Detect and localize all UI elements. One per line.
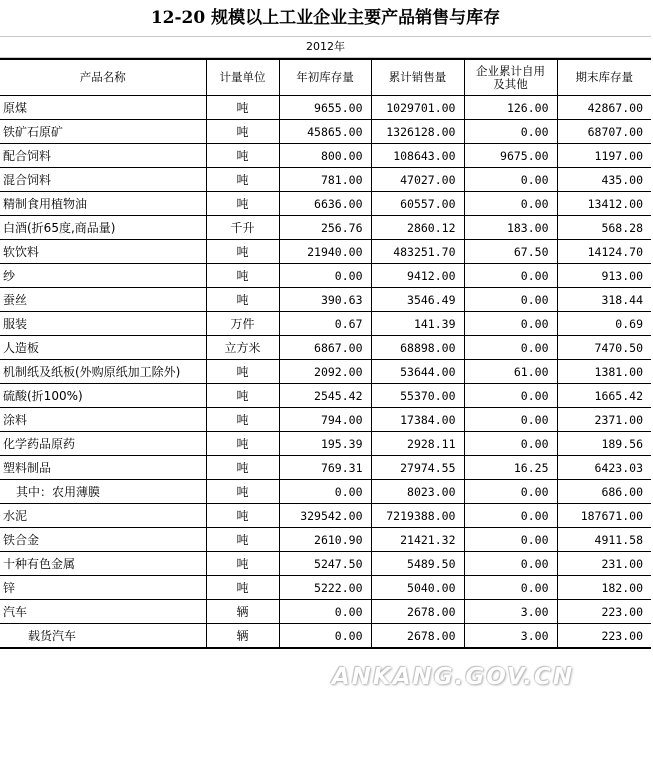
table-row [0, 168, 651, 192]
cumulative-sales-cell: 17384.00 [371, 408, 464, 432]
self-use-cell: 3.00 [464, 600, 557, 624]
unit-cell: 吨 [206, 384, 279, 408]
table-row [0, 552, 651, 576]
cumulative-sales-cell: 21421.32 [371, 528, 464, 552]
closing-stock-cell: 1665.42 [557, 384, 651, 408]
self-use-cell: 126.00 [464, 96, 557, 120]
product-name-cell: 混合饲料 [0, 168, 206, 192]
self-use-cell: 9675.00 [464, 144, 557, 168]
product-name-cell: 纱 [0, 264, 206, 288]
header-closing-stock: 期末库存量 [557, 59, 651, 96]
opening-stock-cell: 794.00 [279, 408, 371, 432]
table-row [0, 528, 651, 552]
closing-stock-cell: 7470.50 [557, 336, 651, 360]
table-row [0, 576, 651, 600]
opening-stock-cell: 256.76 [279, 216, 371, 240]
unit-cell: 吨 [206, 96, 279, 120]
product-name-cell: 涂料 [0, 408, 206, 432]
product-name-cell: 白酒(折65度,商品量) [0, 216, 206, 240]
opening-stock-cell: 0.00 [279, 600, 371, 624]
table-row [0, 144, 651, 168]
closing-stock-cell: 318.44 [557, 288, 651, 312]
table-title: 12-20 规模以上工业企业主要产品销售与库存 [0, 0, 651, 37]
opening-stock-cell: 5247.50 [279, 552, 371, 576]
table-row [0, 312, 651, 336]
cumulative-sales-cell: 108643.00 [371, 144, 464, 168]
self-use-cell: 0.00 [464, 432, 557, 456]
product-name-cell: 汽车 [0, 600, 206, 624]
closing-stock-cell: 42867.00 [557, 96, 651, 120]
closing-stock-cell: 223.00 [557, 600, 651, 624]
header-unit: 计量单位 [206, 59, 279, 96]
product-name-cell: 人造板 [0, 336, 206, 360]
cumulative-sales-cell: 5489.50 [371, 552, 464, 576]
closing-stock-cell: 182.00 [557, 576, 651, 600]
cumulative-sales-cell: 3546.49 [371, 288, 464, 312]
unit-cell: 吨 [206, 120, 279, 144]
cumulative-sales-cell: 47027.00 [371, 168, 464, 192]
product-name-cell: 锌 [0, 576, 206, 600]
table-row [0, 432, 651, 456]
closing-stock-cell: 1381.00 [557, 360, 651, 384]
site-watermark: ANKANG.GOV.CN [331, 664, 575, 690]
table-row [0, 360, 651, 384]
product-name-cell: 配合饲料 [0, 144, 206, 168]
opening-stock-cell: 800.00 [279, 144, 371, 168]
closing-stock-cell: 4911.58 [557, 528, 651, 552]
unit-cell: 吨 [206, 576, 279, 600]
opening-stock-cell: 0.00 [279, 264, 371, 288]
closing-stock-cell: 2371.00 [557, 408, 651, 432]
product-name-cell: 铁合金 [0, 528, 206, 552]
opening-stock-cell: 2545.42 [279, 384, 371, 408]
cumulative-sales-cell: 60557.00 [371, 192, 464, 216]
closing-stock-cell: 68707.00 [557, 120, 651, 144]
self-use-cell: 0.00 [464, 120, 557, 144]
table-row [0, 120, 651, 144]
table-row [0, 624, 651, 649]
self-use-cell: 0.00 [464, 576, 557, 600]
closing-stock-cell: 6423.03 [557, 456, 651, 480]
product-name-cell: 十种有色金属 [0, 552, 206, 576]
product-name-cell: 水泥 [0, 504, 206, 528]
cumulative-sales-cell: 9412.00 [371, 264, 464, 288]
product-name-cell: 塑料制品 [0, 456, 206, 480]
unit-cell: 吨 [206, 264, 279, 288]
unit-cell: 吨 [206, 168, 279, 192]
table-row [0, 600, 651, 624]
closing-stock-cell: 14124.70 [557, 240, 651, 264]
opening-stock-cell: 0.00 [279, 624, 371, 649]
cumulative-sales-cell: 8023.00 [371, 480, 464, 504]
cumulative-sales-cell: 483251.70 [371, 240, 464, 264]
cumulative-sales-cell: 1326128.00 [371, 120, 464, 144]
year-label: 2012年 [0, 37, 651, 58]
product-name-cell: 铁矿石原矿 [0, 120, 206, 144]
closing-stock-cell: 223.00 [557, 624, 651, 649]
product-name-cell: 硫酸(折100%) [0, 384, 206, 408]
opening-stock-cell: 329542.00 [279, 504, 371, 528]
opening-stock-cell: 2092.00 [279, 360, 371, 384]
self-use-cell: 0.00 [464, 384, 557, 408]
closing-stock-cell: 13412.00 [557, 192, 651, 216]
opening-stock-cell: 390.63 [279, 288, 371, 312]
self-use-cell: 0.00 [464, 480, 557, 504]
header-opening-stock: 年初库存量 [279, 59, 371, 96]
self-use-cell: 0.00 [464, 408, 557, 432]
self-use-cell: 3.00 [464, 624, 557, 649]
unit-cell: 吨 [206, 360, 279, 384]
unit-cell: 吨 [206, 408, 279, 432]
opening-stock-cell: 45865.00 [279, 120, 371, 144]
opening-stock-cell: 6867.00 [279, 336, 371, 360]
unit-cell: 立方米 [206, 336, 279, 360]
closing-stock-cell: 187671.00 [557, 504, 651, 528]
opening-stock-cell: 5222.00 [279, 576, 371, 600]
table-row [0, 240, 651, 264]
unit-cell: 千升 [206, 216, 279, 240]
unit-cell: 吨 [206, 504, 279, 528]
self-use-cell: 67.50 [464, 240, 557, 264]
header-row [0, 59, 651, 96]
table-row [0, 96, 651, 120]
unit-cell: 吨 [206, 288, 279, 312]
self-use-cell: 0.00 [464, 168, 557, 192]
product-name-cell: 服装 [0, 312, 206, 336]
product-name-cell: 蚕丝 [0, 288, 206, 312]
unit-cell: 吨 [206, 432, 279, 456]
cumulative-sales-cell: 27974.55 [371, 456, 464, 480]
product-name-cell: 化学药品原药 [0, 432, 206, 456]
opening-stock-cell: 9655.00 [279, 96, 371, 120]
opening-stock-cell: 21940.00 [279, 240, 371, 264]
cumulative-sales-cell: 68898.00 [371, 336, 464, 360]
product-name-cell: 软饮料 [0, 240, 206, 264]
unit-cell: 吨 [206, 456, 279, 480]
opening-stock-cell: 0.67 [279, 312, 371, 336]
product-name-cell: 其中：农用薄膜 [0, 480, 206, 504]
unit-cell: 辆 [206, 600, 279, 624]
self-use-cell: 0.00 [464, 264, 557, 288]
unit-cell: 吨 [206, 144, 279, 168]
cumulative-sales-cell: 5040.00 [371, 576, 464, 600]
table-row [0, 480, 651, 504]
unit-cell: 吨 [206, 552, 279, 576]
unit-cell: 吨 [206, 528, 279, 552]
closing-stock-cell: 231.00 [557, 552, 651, 576]
table-row [0, 408, 651, 432]
cumulative-sales-cell: 2678.00 [371, 600, 464, 624]
cumulative-sales-cell: 2928.11 [371, 432, 464, 456]
self-use-cell: 0.00 [464, 336, 557, 360]
closing-stock-cell: 435.00 [557, 168, 651, 192]
cumulative-sales-cell: 1029701.00 [371, 96, 464, 120]
self-use-cell: 0.00 [464, 288, 557, 312]
closing-stock-cell: 913.00 [557, 264, 651, 288]
product-name-cell: 精制食用植物油 [0, 192, 206, 216]
closing-stock-cell: 686.00 [557, 480, 651, 504]
unit-cell: 万件 [206, 312, 279, 336]
table-row [0, 216, 651, 240]
self-use-cell: 0.00 [464, 552, 557, 576]
header-cumulative-sales: 累计销售量 [371, 59, 464, 96]
table-row [0, 384, 651, 408]
table-row [0, 264, 651, 288]
table-row [0, 192, 651, 216]
closing-stock-cell: 189.56 [557, 432, 651, 456]
self-use-cell: 0.00 [464, 192, 557, 216]
opening-stock-cell: 195.39 [279, 432, 371, 456]
opening-stock-cell: 2610.90 [279, 528, 371, 552]
self-use-cell: 0.00 [464, 312, 557, 336]
unit-cell: 辆 [206, 624, 279, 649]
unit-cell: 吨 [206, 480, 279, 504]
unit-cell: 吨 [206, 240, 279, 264]
product-name-cell: 原煤 [0, 96, 206, 120]
header-product-name: 产品名称 [0, 59, 206, 96]
self-use-cell: 61.00 [464, 360, 557, 384]
table-row [0, 288, 651, 312]
cumulative-sales-cell: 141.39 [371, 312, 464, 336]
opening-stock-cell: 0.00 [279, 480, 371, 504]
cumulative-sales-cell: 2678.00 [371, 624, 464, 649]
table-row [0, 336, 651, 360]
header-self-use: 企业累计自用及其他 [464, 59, 557, 96]
cumulative-sales-cell: 55370.00 [371, 384, 464, 408]
self-use-cell: 0.00 [464, 504, 557, 528]
opening-stock-cell: 6636.00 [279, 192, 371, 216]
cumulative-sales-cell: 53644.00 [371, 360, 464, 384]
opening-stock-cell: 769.31 [279, 456, 371, 480]
closing-stock-cell: 568.28 [557, 216, 651, 240]
closing-stock-cell: 1197.00 [557, 144, 651, 168]
opening-stock-cell: 781.00 [279, 168, 371, 192]
unit-cell: 吨 [206, 192, 279, 216]
product-name-cell: 载货汽车 [0, 624, 206, 649]
table-row [0, 456, 651, 480]
sales-inventory-table [0, 58, 651, 649]
cumulative-sales-cell: 2860.12 [371, 216, 464, 240]
closing-stock-cell: 0.69 [557, 312, 651, 336]
self-use-cell: 0.00 [464, 528, 557, 552]
self-use-cell: 183.00 [464, 216, 557, 240]
cumulative-sales-cell: 7219388.00 [371, 504, 464, 528]
self-use-cell: 16.25 [464, 456, 557, 480]
product-name-cell: 机制纸及纸板(外购原纸加工除外) [0, 360, 206, 384]
table-row [0, 504, 651, 528]
